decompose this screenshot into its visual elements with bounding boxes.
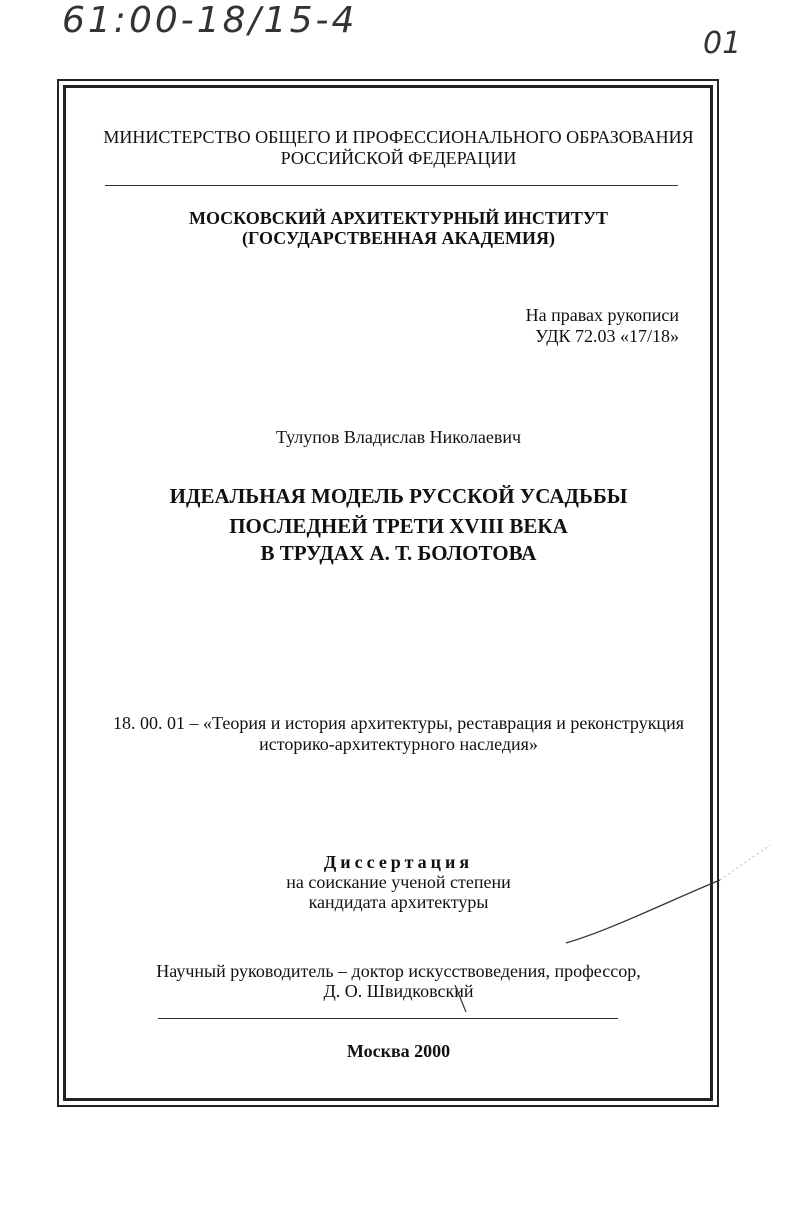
handwritten-archive-code: 61:00-18/15-4 xyxy=(62,0,358,41)
institute-line-2: (ГОСУДАРСТВЕННАЯ АКАДЕМИЯ) xyxy=(242,228,555,248)
supervisor-line-1: Научный руководитель – доктор искусствоведения, профессор, xyxy=(156,961,641,981)
ministry-line-2: РОССИЙСКОЙ ФЕДЕРАЦИИ xyxy=(280,148,517,168)
ministry-line-1: МИНИСТЕРСТВО ОБЩЕГО И ПРОФЕССИОНАЛЬНОГО ОБРАЗОВАНИЯ xyxy=(103,127,694,147)
specialty-line-2: историко-архитектурного наследия» xyxy=(259,734,538,754)
pen-faint-mark xyxy=(720,845,770,880)
pen-stroke-mark xyxy=(566,880,720,943)
dissertation-heading: Диссертация xyxy=(323,852,474,872)
title-line-1: ИДЕАЛЬНАЯ МОДЕЛЬ РУССКОЙ УСАДЬБЫ xyxy=(169,484,628,508)
manuscript-rights: На правах рукописи xyxy=(525,305,679,325)
udc-code: УДК 72.03 «17/18» xyxy=(535,326,679,346)
handwritten-copy-number: 01 xyxy=(703,26,742,61)
author-name: Тулупов Владислав Николаевич xyxy=(275,427,522,447)
degree-line-1: на соискание ученой степени xyxy=(286,872,511,892)
specialty-line-1: 18. 00. 01 – «Теория и история архитектуры, реставрация и реконструкция xyxy=(113,713,684,733)
title-line-3: В ТРУДАХ А. Т. БОЛОТОВА xyxy=(260,541,537,565)
institute-line-1: МОСКОВСКИЙ АРХИТЕКТУРНЫЙ ИНСТИТУТ xyxy=(188,208,609,228)
title-line-2: ПОСЛЕДНЕЙ ТРЕТИ XVIII ВЕКА xyxy=(229,514,568,538)
city-year: Москва 2000 xyxy=(346,1041,451,1061)
supervisor-line-2: Д. О. Швидковский xyxy=(323,981,474,1001)
pen-tick-mark xyxy=(455,985,466,1012)
degree-line-2: кандидата архитектуры xyxy=(308,892,489,912)
